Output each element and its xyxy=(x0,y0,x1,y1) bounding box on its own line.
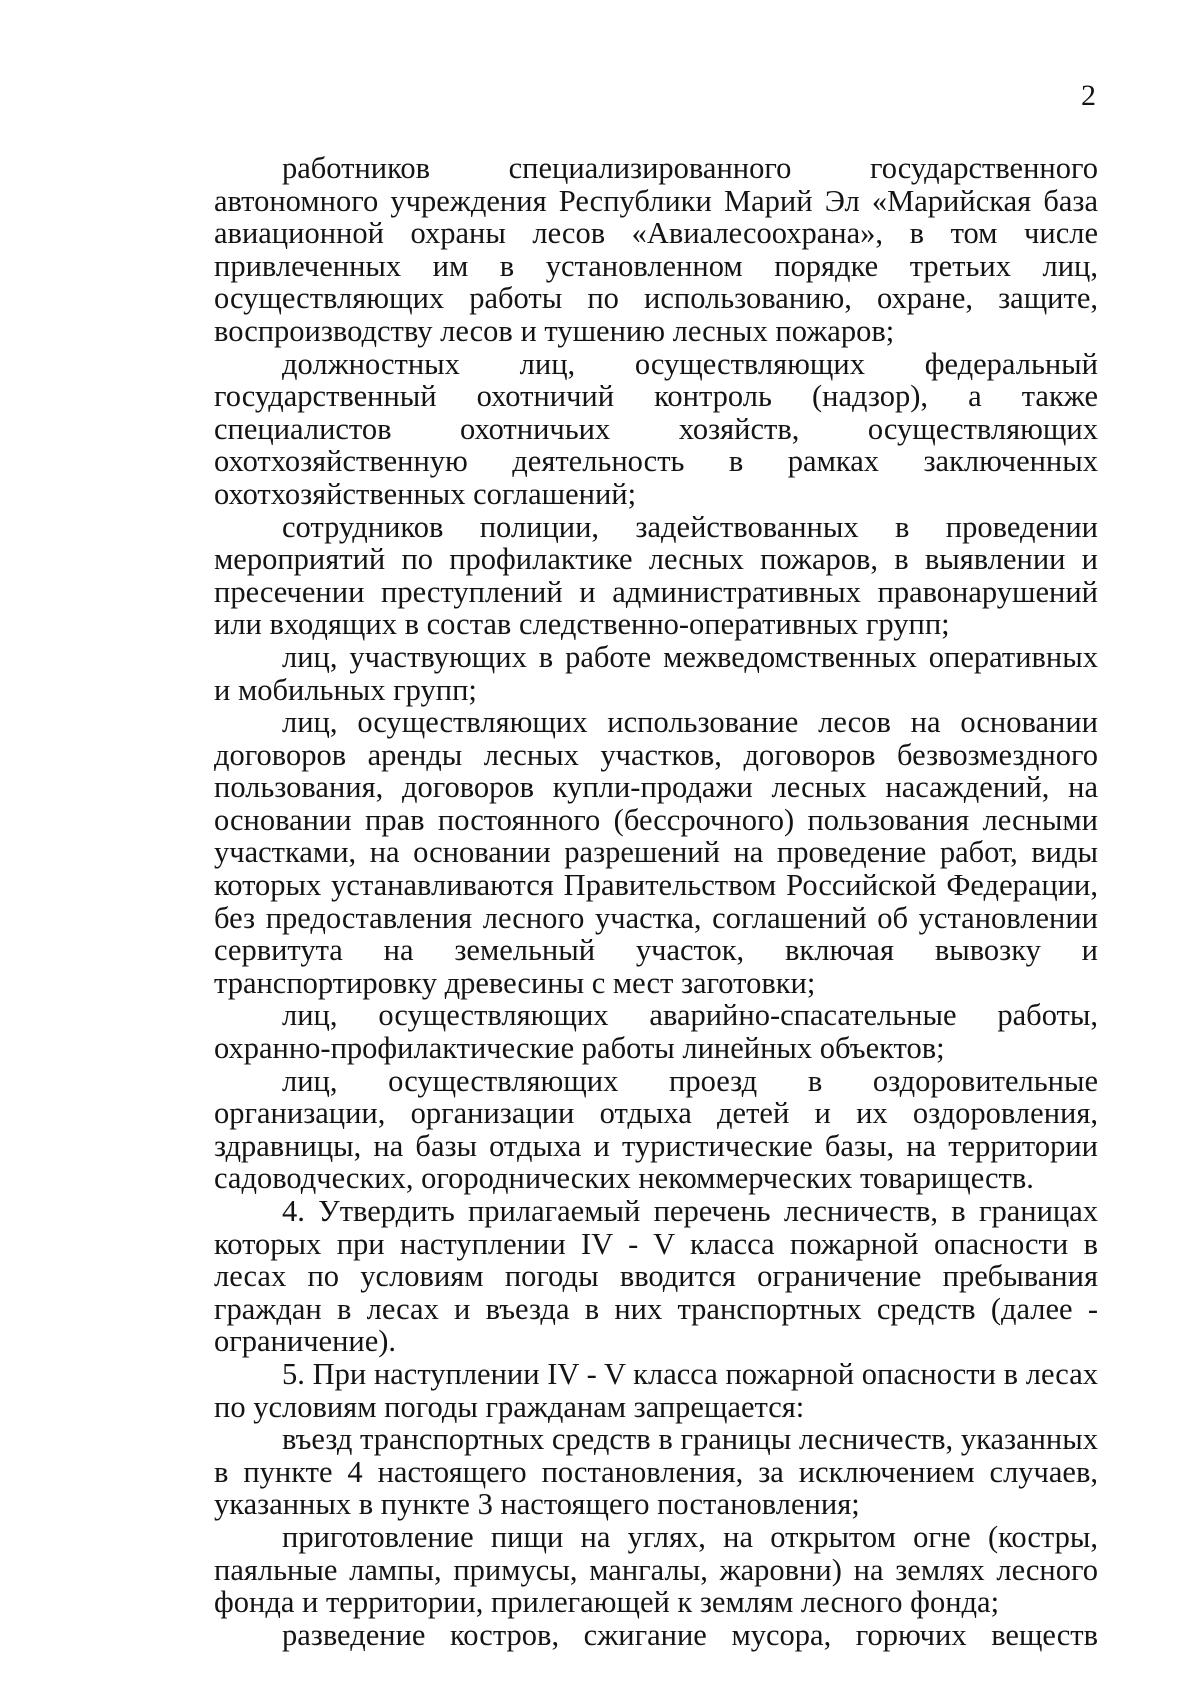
paragraph-aviation-forest-protection-workers: работников специализированного государственного автономного учреждения Республики Марий Эл «Марийская база авиационной охраны лесов «Авиалесоохрана», в том числе привлеченных им в установленном порядке третьих лиц, осуществляющих работы по использованию, охране, защите, воспроизводству лесов и тушению лесных пожаров; xyxy=(214,151,1098,348)
paragraph-police-officers: сотрудников полиции, задействованных в проведении мероприятий по профилактике лесных пожаров, в выявлении и пресечении преступлений и административных правонарушений или входящих в состав следственно-оперативных групп; xyxy=(214,509,1098,642)
paragraph-hunting-control-officials: должностных лиц, осуществляющих федеральный государственный охотничий контроль (надзор), а также специалистов охотничьих хозяйств, осуществляющих охотхозяйственную деятельность в рамках заключенных охотхозяйственных соглашений; xyxy=(214,346,1098,511)
paragraph-interagency-groups: лиц, участвующих в работе межведомственных оперативных и мобильных групп; xyxy=(214,639,1098,707)
paragraph-rescue-works: лиц, осуществляющих аварийно-спасательные работы, охранно-профилактические работы линейных объектов; xyxy=(214,998,1098,1066)
paragraph-vehicle-entry-ban: въезд транспортных средств в границы лесничеств, указанных в пункте 4 настоящего постановления, за исключением случаев, указанных в пункте 3 настоящего постановления; xyxy=(214,1422,1098,1522)
paragraph-item-5: 5. При наступлении IV - V класса пожарной опасности в лесах по условиям погоды гражданам запрещается: xyxy=(214,1356,1098,1424)
paragraph-forest-users: лиц, осуществляющих использование лесов на основании договоров аренды лесных участков, договоров безвозмездного пользования, договоров купли-продажи лесных насаждений, на основании прав постоянного (бессрочного) пользования лесными участками, на основании разрешений на проведение работ, виды которых устанавливаются Правительством Российской Федерации, без предоставления лесного участка, соглашений об установлении сервитута на земельный участок, включая вывозку и транспортировку древесины с мест заготовки; xyxy=(214,705,1098,1000)
paragraph-bonfire-ban: разведение костров, сжигание мусора, горючих веществ xyxy=(282,1617,1098,1652)
paragraph-item-4: 4. Утвердить прилагаемый перечень лесничеств, в границах которых при наступлении IV - V класса пожарной опасности в лесах по условиям погоды вводится ограничение пребывания граждан в лесах и въезда в них транспортных средств (далее - ограничение). xyxy=(214,1194,1098,1359)
page-number: 2 xyxy=(1081,79,1096,112)
document-body xyxy=(214,152,1098,1651)
paragraph-recreation-access: лиц, осуществляющих проезд в оздоровительные организации, организации отдыха детей и их оздоровления, здравницы, на базы отдыха и туристические базы, на территории садоводческих, огороднических некоммерческих товариществ. xyxy=(214,1063,1098,1196)
paragraph-open-fire-cooking-ban: приготовление пищи на углях, на открытом огне (костры, паяльные лампы, примусы, мангалы, жаровни) на землях лесного фонда и территории, прилегающей к землям лесного фонда; xyxy=(214,1519,1098,1620)
